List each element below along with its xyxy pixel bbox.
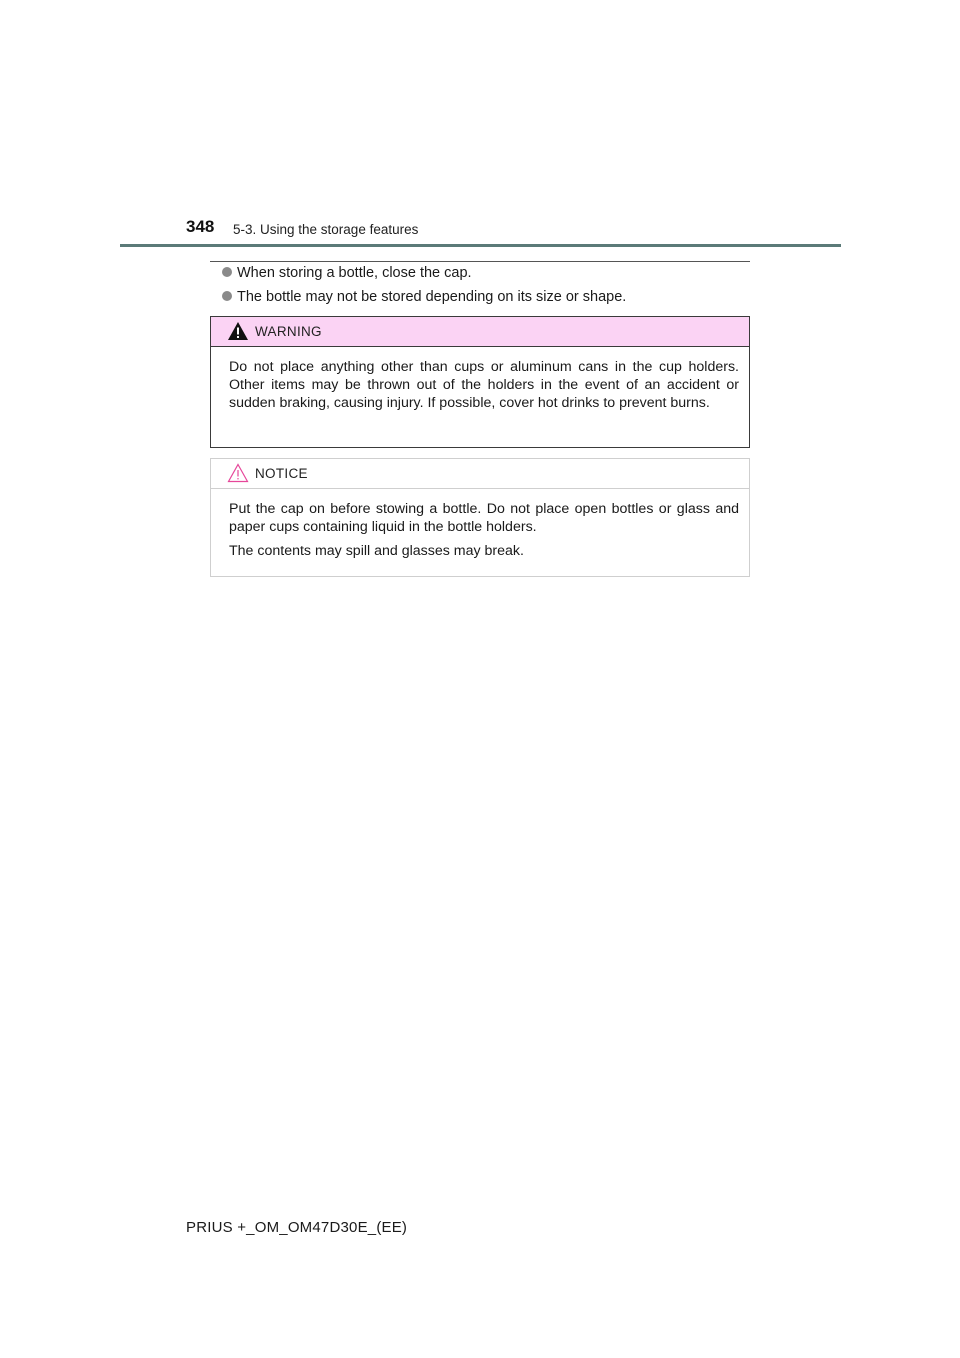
notice-paragraph: The contents may spill and glasses may break. — [229, 543, 524, 559]
notice-label: NOTICE — [255, 466, 308, 481]
footer-doc-id: PRIUS +_OM_OM47D30E_(EE) — [186, 1219, 408, 1236]
bullet-item — [222, 289, 626, 305]
warning-header — [211, 317, 749, 347]
bullet-item — [222, 265, 472, 281]
notice-header — [211, 459, 749, 489]
header-rule — [120, 244, 841, 247]
notice-body — [211, 489, 749, 560]
bullet-rule — [210, 261, 750, 262]
bullet-dot-icon — [222, 291, 232, 301]
bullet-dot-icon — [222, 267, 232, 277]
warning-text: Do not place anything other than cups or aluminum cans in the cup holders. Other items may be thrown out of the holders in the event of an accident or sudden braking, causing injury. If possible, cover hot drinks to prevent burns. — [229, 359, 739, 411]
notice-triangle-icon — [227, 463, 249, 483]
warning-triangle-icon — [227, 321, 249, 341]
warning-label: WARNING — [255, 324, 322, 339]
notice-box — [210, 458, 750, 577]
warning-body — [211, 347, 749, 412]
section-title: 5-3. Using the storage features — [233, 222, 419, 237]
warning-box — [210, 316, 750, 448]
page-number: 348 — [186, 217, 215, 236]
bullet-text: The bottle may not be stored depending on its size or shape. — [237, 289, 627, 305]
notice-paragraph: Put the cap on before stowing a bottle. Do not place open bottles or glass and paper cups containing liquid in the bottle holders. — [229, 501, 739, 535]
bullet-text: When storing a bottle, close the cap. — [237, 265, 472, 281]
